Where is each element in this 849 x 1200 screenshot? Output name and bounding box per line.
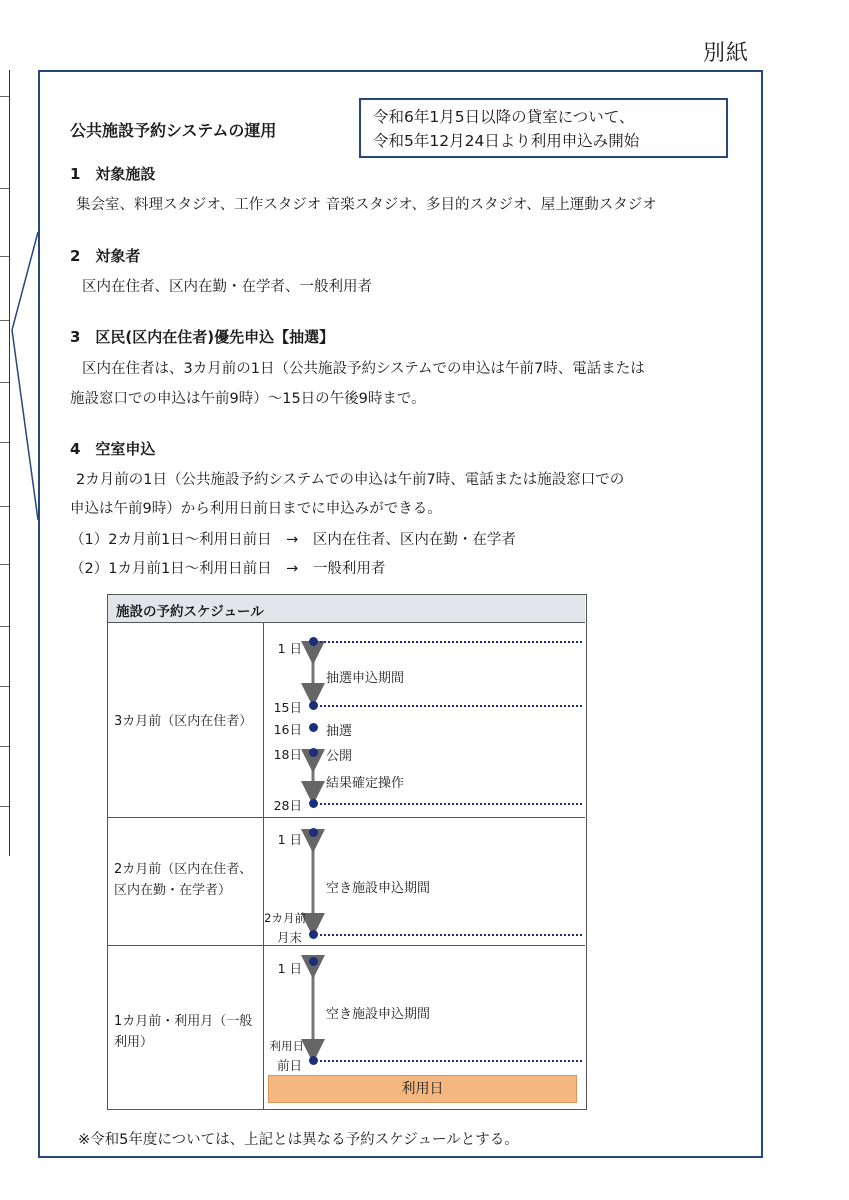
day-label: 16日 [273,722,302,737]
day-dot [309,828,318,837]
day-dot [309,957,318,966]
margin-rule [0,686,9,687]
dotted-line [320,705,582,707]
notice-line-1: 令和6年1月5日以降の貸室について、 [373,108,635,126]
dotted-line [320,803,582,805]
section-4-item-1: （1）2カ月前1日～利用日前日 → 区内在住者、区内在勤・在学者 [70,532,516,548]
publish-label: 公開 [326,749,353,764]
day-dot [309,930,318,939]
end-label-line-2: 前日 [276,1058,302,1073]
notice-box [359,98,728,158]
schedule-title: 施設の予約スケジュール [116,604,264,620]
day-label: 18日 [273,747,302,762]
margin-rule [0,382,9,383]
margin-rule [0,746,9,747]
day-dot [309,637,318,646]
day-label: 15日 [273,700,302,715]
attachment-label: 別紙 [703,41,750,66]
day-dot [309,723,318,732]
day-dot [309,701,318,710]
section-3-line-2: 施設窓口での申込は午前9時）～15日の午後9時まで。 [70,391,426,407]
section-1-heading: 1 対象施設 [70,165,156,183]
margin-rule [0,564,9,565]
left-margin-rules [0,70,10,856]
margin-rule [0,442,9,443]
dotted-line [320,1060,582,1062]
vacancy-period-label: 空き施設申込期間 [326,1007,431,1022]
margin-rule [0,506,9,507]
day-label: 1 日 [277,641,302,656]
section-4-heading: 4 空室申込 [70,440,156,458]
day-dot [309,748,318,757]
end-label-line-2: 月末 [276,930,302,945]
row-3-label-line-2: 利用） [114,1035,154,1050]
row-1-label: 3カ月前（区内在住者） [114,714,253,729]
dotted-line [320,934,582,936]
section-4-line-2: 申込は午前9時）から利用日前日までに申込みができる。 [70,501,442,517]
end-label-line-1: 2カ月前 [264,911,306,925]
schedule-table [107,594,587,1110]
margin-rule [0,626,9,627]
section-3-line-1: 区内在住者は、3カ月前の1日（公共施設予約システムでの申込は午前7時、電話または [82,361,645,377]
day-label: 1 日 [277,961,302,976]
dotted-line [320,641,582,643]
day-label: 28日 [273,798,302,813]
margin-rule [0,188,9,189]
confirm-label: 結果確定操作 [326,776,405,791]
row-2-label-line-2: 区内在勤・在学者） [114,883,232,898]
margin-rule [0,806,9,807]
margin-rule [0,320,9,321]
row-2-label-line-1: 2カ月前（区内在住者、 [114,862,253,877]
use-day-bar: 利用日 [268,1075,577,1103]
row-3-label-line-1: 1カ月前・利用月（一般 [114,1014,253,1029]
notice-line-2: 令和5年12月24日より利用申込み開始 [373,132,640,150]
day-dot [309,1056,318,1065]
margin-rule [0,256,9,257]
day-label: 1 日 [277,832,302,847]
section-2-body: 区内在住者、区内在勤・在学者、一般利用者 [82,279,372,295]
lottery-period-label: 抽選申込期間 [326,671,405,686]
day-dot [309,799,318,808]
section-1-body: 集会室、料理スタジオ、工作スタジオ 音楽スタジオ、多目的スタジオ、屋上運動スタジオ [76,197,657,213]
vacancy-period-label: 空き施設申込期間 [326,881,431,896]
section-4-item-2: （2）1カ月前1日～利用日前日 → 一般利用者 [70,561,386,577]
section-3-heading: 3 区民(区内在住者)優先申込【抽選】 [70,328,335,346]
margin-rule [0,96,9,97]
lottery-label: 抽選 [326,724,353,739]
section-4-line-1: 2カ月前の1日（公共施設予約システムでの申込は午前7時、電話または施設窓口での [76,472,625,488]
end-label-line-1: 利用日 [269,1039,304,1053]
section-2-heading: 2 対象者 [70,247,141,265]
footnote: ※令和5年度については、上記とは異なる予約スケジュールとする。 [78,1132,519,1148]
page-title: 公共施設予約システムの運用 [70,121,277,140]
